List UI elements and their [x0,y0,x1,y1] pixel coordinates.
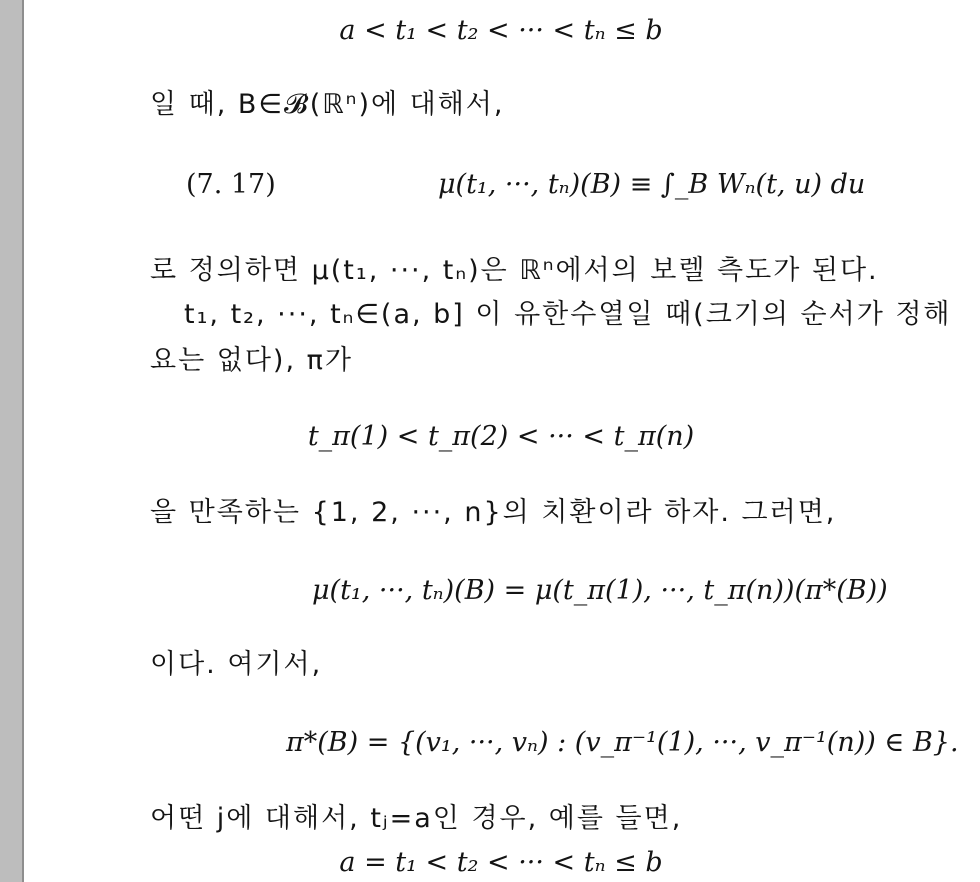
text-when-b: 일 때, B∈𝓑(ℝⁿ)에 대해서, [150,89,505,120]
equation-order-a-equal: a = t₁ < t₂ < ··· < tₙ ≤ b [339,847,663,878]
equation-mu-permutation: μ(t₁, ···, tₙ)(B) = μ(t_π(1), ···, t_π(n))(π*(B)) [312,575,888,606]
text-no-need: 요는 없다), π가 [150,345,353,376]
equation-order-a: a < t₁ < t₂ < ··· < tₙ ≤ b [339,15,663,46]
text-case-j: 어떤 j에 대해서, tⱼ=a인 경우, 예를 들면, [150,803,683,834]
text-define-borel-measure: 로 정의하면 μ(t₁, ···, tₙ)은 ℝⁿ에서의 보렐 측도가 된다. [150,255,879,286]
text-finite-sequence: t₁, t₂, ···, tₙ∈(a, b] 이 유한수열일 때(크기의 순서가 정해 [184,299,952,330]
equation-pi-order: t_π(1) < t_π(2) < ··· < t_π(n) [307,421,695,452]
equation-7-17: μ(t₁, ···, tₙ)(B) ≡ ∫_B Wₙ(t, u) du [438,169,866,200]
text-permutation: 을 만족하는 {1, 2, ···, n}의 치환이라 하자. 그러면, [150,497,837,528]
text-here: 이다. 여기서, [150,649,323,680]
equation-pi-star: π*(B) = {(v₁, ···, vₙ) : (v_π⁻¹(1), ···, v_π⁻¹(n)) ∈ B}. [286,727,959,758]
equation-number-7-17: (7. 17) [186,169,276,200]
left-margin-strip [0,0,24,882]
